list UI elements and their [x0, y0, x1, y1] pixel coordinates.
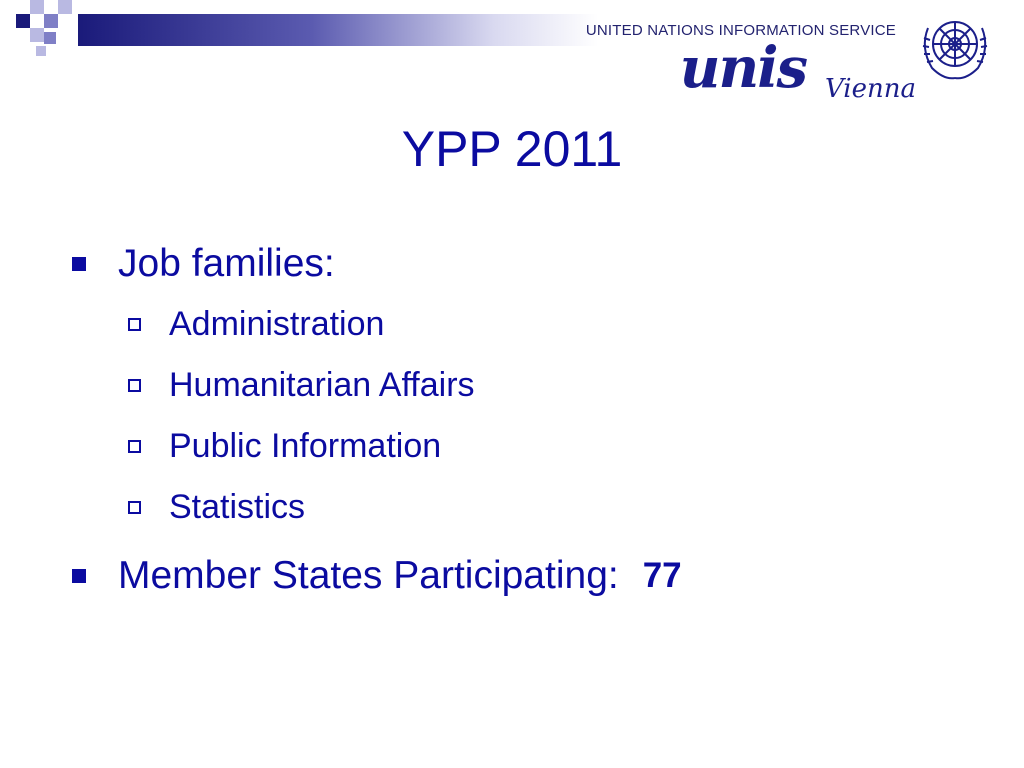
slide-content: [72, 240, 972, 600]
bullet-square-icon: [72, 569, 86, 583]
list-item: [128, 477, 972, 538]
un-emblem-icon: [914, 8, 996, 90]
member-states-count: 77: [642, 556, 682, 595]
bullet-label: Member States Participating:: [118, 554, 619, 597]
list-item-label: Statistics: [169, 488, 306, 526]
list-item: [128, 416, 972, 477]
hollow-square-bullet-icon: [128, 379, 141, 392]
header-gradient-bar: [78, 14, 598, 46]
list-item-label: Public Information: [169, 427, 442, 465]
list-item-label: Administration: [169, 305, 385, 343]
bullet-member-states: [72, 552, 972, 600]
list-item: [128, 294, 972, 355]
hollow-square-bullet-icon: [128, 440, 141, 453]
unis-vienna-logo: [576, 8, 996, 108]
corner-squares-decoration: [0, 0, 80, 64]
bullet-label: Job families:: [118, 242, 335, 285]
bullet-job-families: [72, 240, 972, 288]
hollow-square-bullet-icon: [128, 318, 141, 331]
bullet-square-icon: [72, 257, 86, 271]
logo-script: unis: [679, 35, 806, 101]
logo-organization-name: UNITED NATIONS INFORMATION SERVICE: [585, 22, 896, 39]
hollow-square-bullet-icon: [128, 501, 141, 514]
logo-city: Vienna: [824, 74, 916, 104]
job-families-sublist: [128, 294, 972, 538]
list-item: [128, 355, 972, 416]
list-item-label: Humanitarian Affairs: [169, 366, 475, 404]
slide-title: YPP 2011: [401, 121, 623, 177]
